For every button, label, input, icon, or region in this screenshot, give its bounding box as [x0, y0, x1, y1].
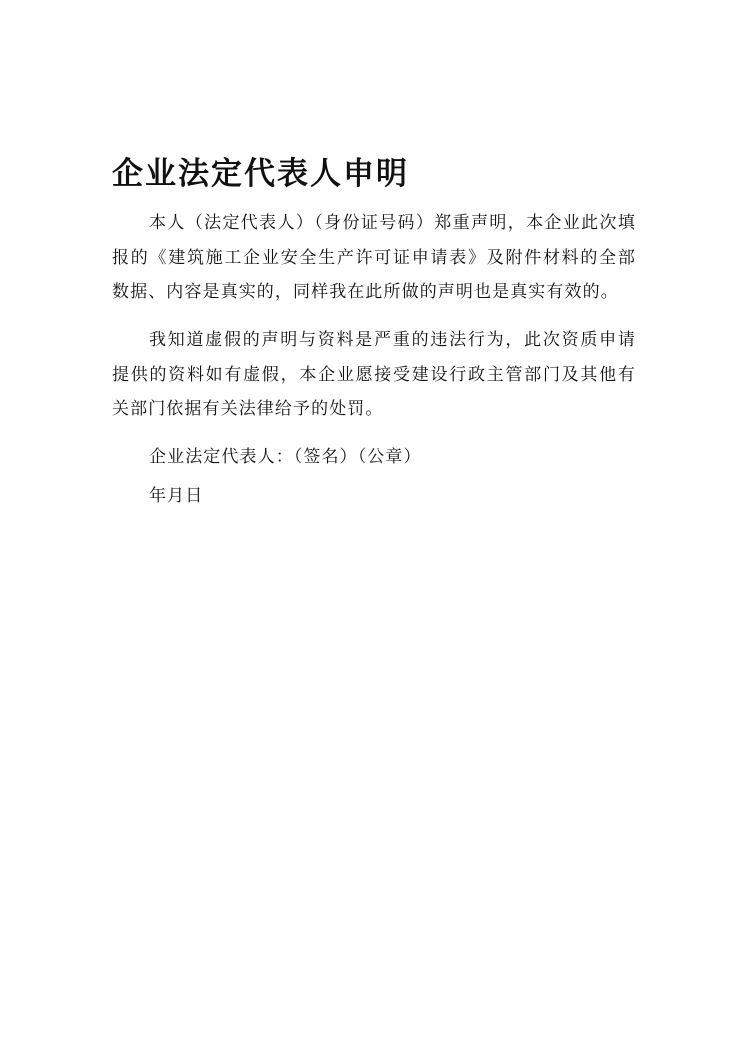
declaration-paragraph-1: 本人（法定代表人）（身份证号码）郑重声明，本企业此次填报的《建筑施工企业安全生产许可证申请表》及附件材料的全部数据、内容是真实的，同样我在此所做的声明也是真实有效的。: [112, 213, 636, 302]
date-line: 年月日: [149, 486, 204, 506]
document-title: 企业法定代表人申明: [112, 156, 409, 192]
signature-line: 企业法定代表人：（签名）（公章）: [149, 447, 422, 467]
declaration-paragraph-2: 我知道虚假的声明与资料是严重的违法行为，此次资质申请提供的资料如有虚假，本企业愿接受建设行政主管部门及其他有关部门依据有关法律给予的处罚。: [112, 330, 636, 419]
